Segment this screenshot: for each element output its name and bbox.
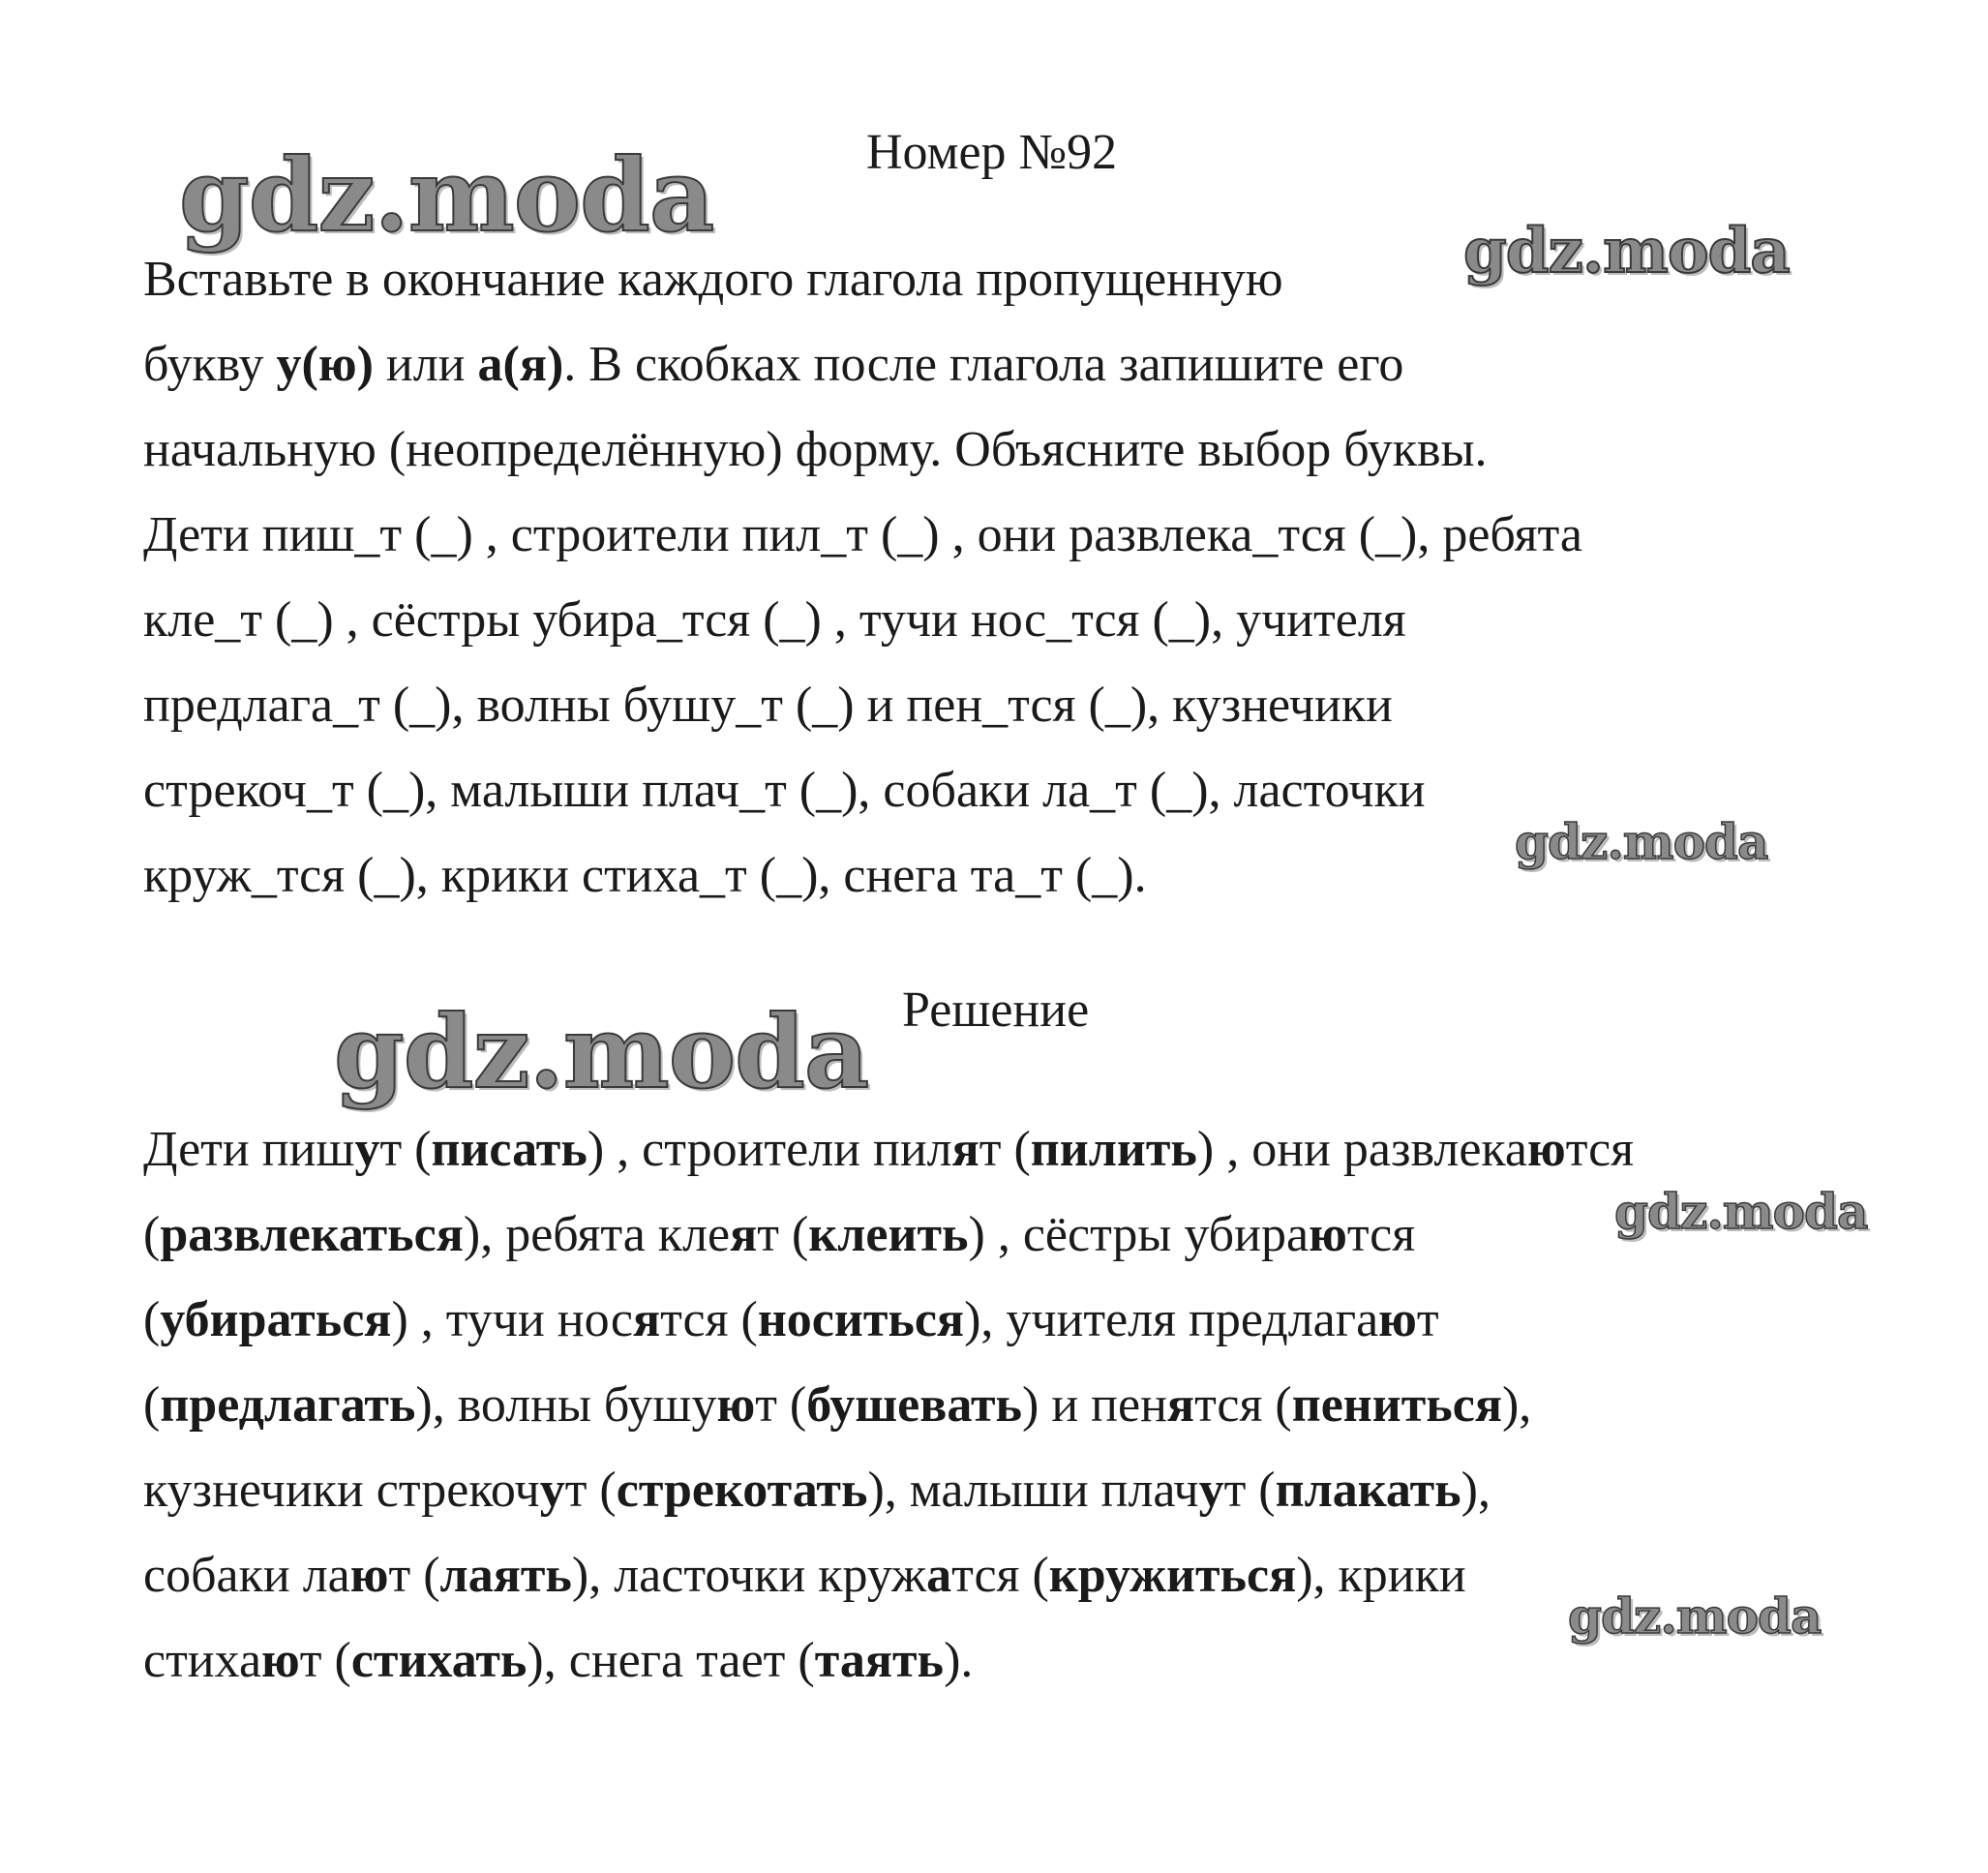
task-bold-text: а(я) bbox=[477, 337, 564, 392]
solution-bold-text: я bbox=[951, 1122, 979, 1177]
solution-bold-text: ю bbox=[716, 1377, 756, 1433]
solution-line bbox=[143, 1363, 1914, 1448]
task-text-segment: Вставьте в окончание каждого глагола пропущенную bbox=[143, 252, 1283, 307]
solution-line bbox=[143, 1448, 1914, 1533]
solution-bold-text: лаять bbox=[439, 1548, 572, 1603]
solution-bold-text: я bbox=[632, 1292, 661, 1347]
solution-text-segment: т bbox=[1416, 1292, 1439, 1347]
solution-text-segment: ) , они развлека bbox=[1196, 1122, 1527, 1177]
solution-bold-text: пилить bbox=[1030, 1122, 1197, 1177]
solution-text-segment: тся bbox=[1565, 1122, 1635, 1177]
solution-bold-text: развлекаться bbox=[160, 1207, 464, 1262]
task-text-segment: . В скобках после глагола запишите его bbox=[563, 337, 1404, 392]
solution-text-segment: стиха bbox=[143, 1633, 262, 1688]
solution-text-segment: кузнечики стрекоч bbox=[143, 1463, 540, 1518]
solution-bold-text: писать bbox=[431, 1122, 587, 1177]
solution-text-segment: ( bbox=[143, 1207, 161, 1262]
solution-text-segment: ) , тучи нос bbox=[391, 1292, 633, 1347]
task-line bbox=[143, 408, 1914, 493]
solution-bold-text: у bbox=[1198, 1463, 1224, 1518]
solution-text-segment: тся ( bbox=[1194, 1377, 1292, 1433]
solution-text-segment: собаки ла bbox=[143, 1548, 350, 1603]
solution-text-segment: ( bbox=[143, 1377, 161, 1433]
watermark-logo: gdz.moda bbox=[334, 992, 869, 1111]
task-text-segment: или bbox=[373, 337, 478, 392]
solution-line bbox=[143, 1107, 1914, 1193]
solution-bold-text: предлагать bbox=[160, 1377, 416, 1433]
solution-text-segment: ), ребята кле bbox=[463, 1207, 731, 1262]
solution-bold-text: ю bbox=[1378, 1292, 1417, 1347]
solution-text-segment: т ( bbox=[1223, 1463, 1276, 1518]
solution-text-segment: ) , сёстры убира bbox=[968, 1207, 1310, 1262]
solution-text-segment: тся bbox=[1346, 1207, 1416, 1262]
solution-text-segment: тся ( bbox=[951, 1548, 1049, 1603]
solution-text-segment: тся ( bbox=[660, 1292, 758, 1347]
solution-text-segment: ), малыши плач bbox=[867, 1463, 1199, 1518]
watermark-logo: gdz.moda bbox=[179, 136, 714, 255]
solution-bold-text: я bbox=[1166, 1377, 1195, 1433]
solution-bold-text: ю bbox=[261, 1633, 300, 1688]
solution-bold-text: носиться bbox=[757, 1292, 965, 1347]
solution-text-segment: Дети пиш bbox=[143, 1122, 355, 1177]
solution-bold-text: стихать bbox=[350, 1633, 527, 1688]
solution-bold-text: плакать bbox=[1275, 1463, 1461, 1518]
task-text-segment: кле_т (_) , сёстры убира_тся (_) , тучи нос_тся (_), учителя bbox=[143, 592, 1406, 648]
task-line bbox=[143, 493, 1914, 578]
solution-text-segment: т ( bbox=[757, 1207, 809, 1262]
solution-text-segment: ), крики bbox=[1296, 1548, 1466, 1603]
task-text-segment: Дети пиш_т (_) , строители пил_т (_) , они развлека_тся (_), ребята bbox=[143, 507, 1582, 562]
solution-text-segment: ), снега тает ( bbox=[527, 1633, 815, 1688]
solution-bold-text: убираться bbox=[160, 1292, 392, 1347]
solution-text-segment: ), ласточки круж bbox=[571, 1548, 927, 1603]
watermark-logo: gdz.moda bbox=[1568, 1587, 1822, 1645]
solution-bold-text: кружиться bbox=[1048, 1548, 1297, 1603]
watermark-logo: gdz.moda bbox=[1463, 215, 1790, 287]
solution-bold-text: у bbox=[539, 1463, 565, 1518]
solution-text-segment: т ( bbox=[379, 1122, 432, 1177]
solution-text-segment: ) и пен bbox=[1022, 1377, 1167, 1433]
solution-bold-text: пениться bbox=[1291, 1377, 1502, 1433]
solution-bold-text: бушевать bbox=[806, 1377, 1023, 1433]
solution-text-segment: ), учителя предлага bbox=[964, 1292, 1379, 1347]
solution-bold-text: ю bbox=[1309, 1207, 1347, 1262]
watermark-logo: gdz.moda bbox=[1515, 813, 1768, 870]
task-text-segment: начальную (неопределённую) форму. Объясните выбор буквы. bbox=[143, 422, 1488, 477]
solution-bold-text: ю bbox=[1526, 1122, 1566, 1177]
solution-text-segment: т ( bbox=[564, 1463, 617, 1518]
task-text-segment: круж_тся (_), крики стиха_т (_), снега та_т (_). bbox=[143, 848, 1147, 903]
solution-text-segment: ), bbox=[1461, 1463, 1491, 1518]
solution-title: Решение bbox=[902, 982, 1090, 1038]
solution-line bbox=[143, 1278, 1914, 1363]
task-bold-text: у(ю) bbox=[276, 337, 374, 392]
watermark-logo: gdz.moda bbox=[1614, 1183, 1868, 1240]
solution-text-segment: т ( bbox=[755, 1377, 807, 1433]
solution-text-segment: ), bbox=[1501, 1377, 1532, 1433]
solution-bold-text: ю bbox=[349, 1548, 389, 1603]
solution-text-segment: т ( bbox=[388, 1548, 440, 1603]
task-line bbox=[143, 578, 1914, 663]
solution-bold-text: таять bbox=[814, 1633, 945, 1688]
solution-text-segment: ) , строители пил bbox=[587, 1122, 952, 1177]
task-title: Номер №92 bbox=[866, 125, 1118, 180]
solution-bold-text: у bbox=[354, 1122, 380, 1177]
solution-bold-text: я bbox=[730, 1207, 758, 1262]
task-line bbox=[143, 663, 1914, 748]
task-text-segment: стрекоч_т (_), малыши плач_т (_), собаки ла_т (_), ласточки bbox=[143, 763, 1426, 818]
solution-text-segment: ). bbox=[944, 1633, 974, 1688]
solution-text-segment: ( bbox=[143, 1292, 161, 1347]
solution-bold-text: стрекотать bbox=[616, 1463, 868, 1518]
task-line bbox=[143, 322, 1914, 408]
task-text-segment: букву bbox=[143, 337, 277, 392]
solution-text-segment: т ( bbox=[299, 1633, 351, 1688]
solution-text-segment: ), волны бушу bbox=[415, 1377, 717, 1433]
task-text-segment: предлага_т (_), волны бушу_т (_) и пен_тся (_), кузнечики bbox=[143, 678, 1393, 733]
solution-text-segment: т ( bbox=[979, 1122, 1031, 1177]
solution-bold-text: клеить bbox=[808, 1207, 969, 1262]
solution-bold-text: а bbox=[926, 1548, 952, 1603]
